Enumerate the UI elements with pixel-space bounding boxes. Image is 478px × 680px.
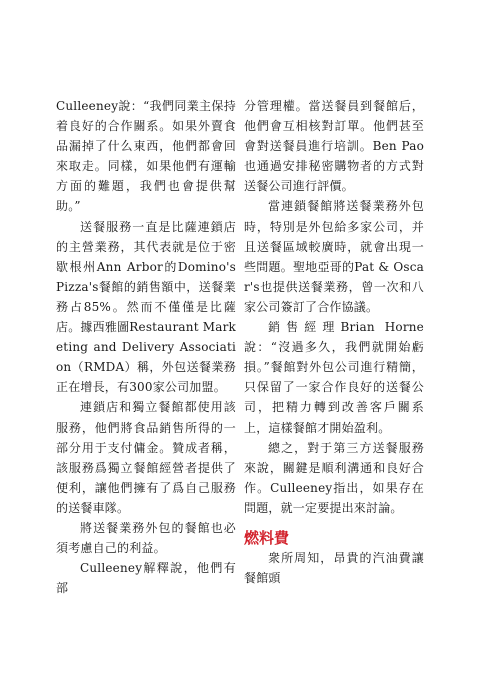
paragraph: 連鎖店和獨立餐館都使用該服務，他們將食品銷售所得的一部分用于支付傭金。贊成者稱，該服務爲獨立餐館經營者提供了便利，讓他們擁有了爲自己服務的送餐車隊。 bbox=[56, 400, 236, 515]
paragraph: 總之，對于第三方送餐服務來說，關鍵是順利溝通和良好合作。Culleeney指出，如果存在問題，就一定要提出來討論。 bbox=[244, 440, 424, 515]
paragraph: 分管理權。當送餐員到餐館后，他們會互相核對訂單。他們甚至會對送餐員進行培訓。Ben Pao也通過安排秘密購物者的方式對送餐公司進行評價。 bbox=[244, 99, 424, 194]
paragraph: Culleeney解釋說，他們有部 bbox=[56, 561, 236, 596]
paragraph: 送餐服務一直是比薩連鎖店的主營業務，其代表就是位于密歇根州Ann Arbor的Domino's Pizza's餐館的銷售額中，送餐業務占85%。然而不僅僅是比薩店。據西雅圖Restaurant Marketing and Delivery Association（RMDA）稱，外包送餐業務正在增長，有300家公司加盟。 bbox=[56, 219, 236, 395]
left-column bbox=[56, 96, 236, 598]
section-heading: 燃料費 bbox=[244, 528, 290, 547]
paragraph: 衆所周知，昂貴的汽油費讓餐館頭 bbox=[244, 550, 424, 586]
paragraph: 銷售經理Brian Horne說：“沒過多久，我們就開始虧損。”餐館對外包公司進行精簡，只保留了一家合作良好的送餐公司，把精力轉到改善客戶關系上，這樣餐館才開始盈利。 bbox=[244, 320, 424, 435]
paragraph: 當連鎖餐館將送餐業務外包時，特別是外包給多家公司，并且送餐區域較廣時，就會出現一些問題。聖地亞哥的Pat & Oscar's也提供送餐業務，曾一次和八家公司簽訂了合作協議。 bbox=[244, 199, 424, 314]
right-column bbox=[244, 96, 424, 588]
paragraph: Culleeney說：“我們同業主保持着良好的合作關系。如果外賣食品漏掉了什么東西，他們都會回來取走。同樣，如果他們有運輸方面的難題，我們也會提供幫助。” bbox=[56, 99, 236, 214]
paragraph: 將送餐業務外包的餐館也必須考慮自己的利益。 bbox=[56, 520, 236, 556]
